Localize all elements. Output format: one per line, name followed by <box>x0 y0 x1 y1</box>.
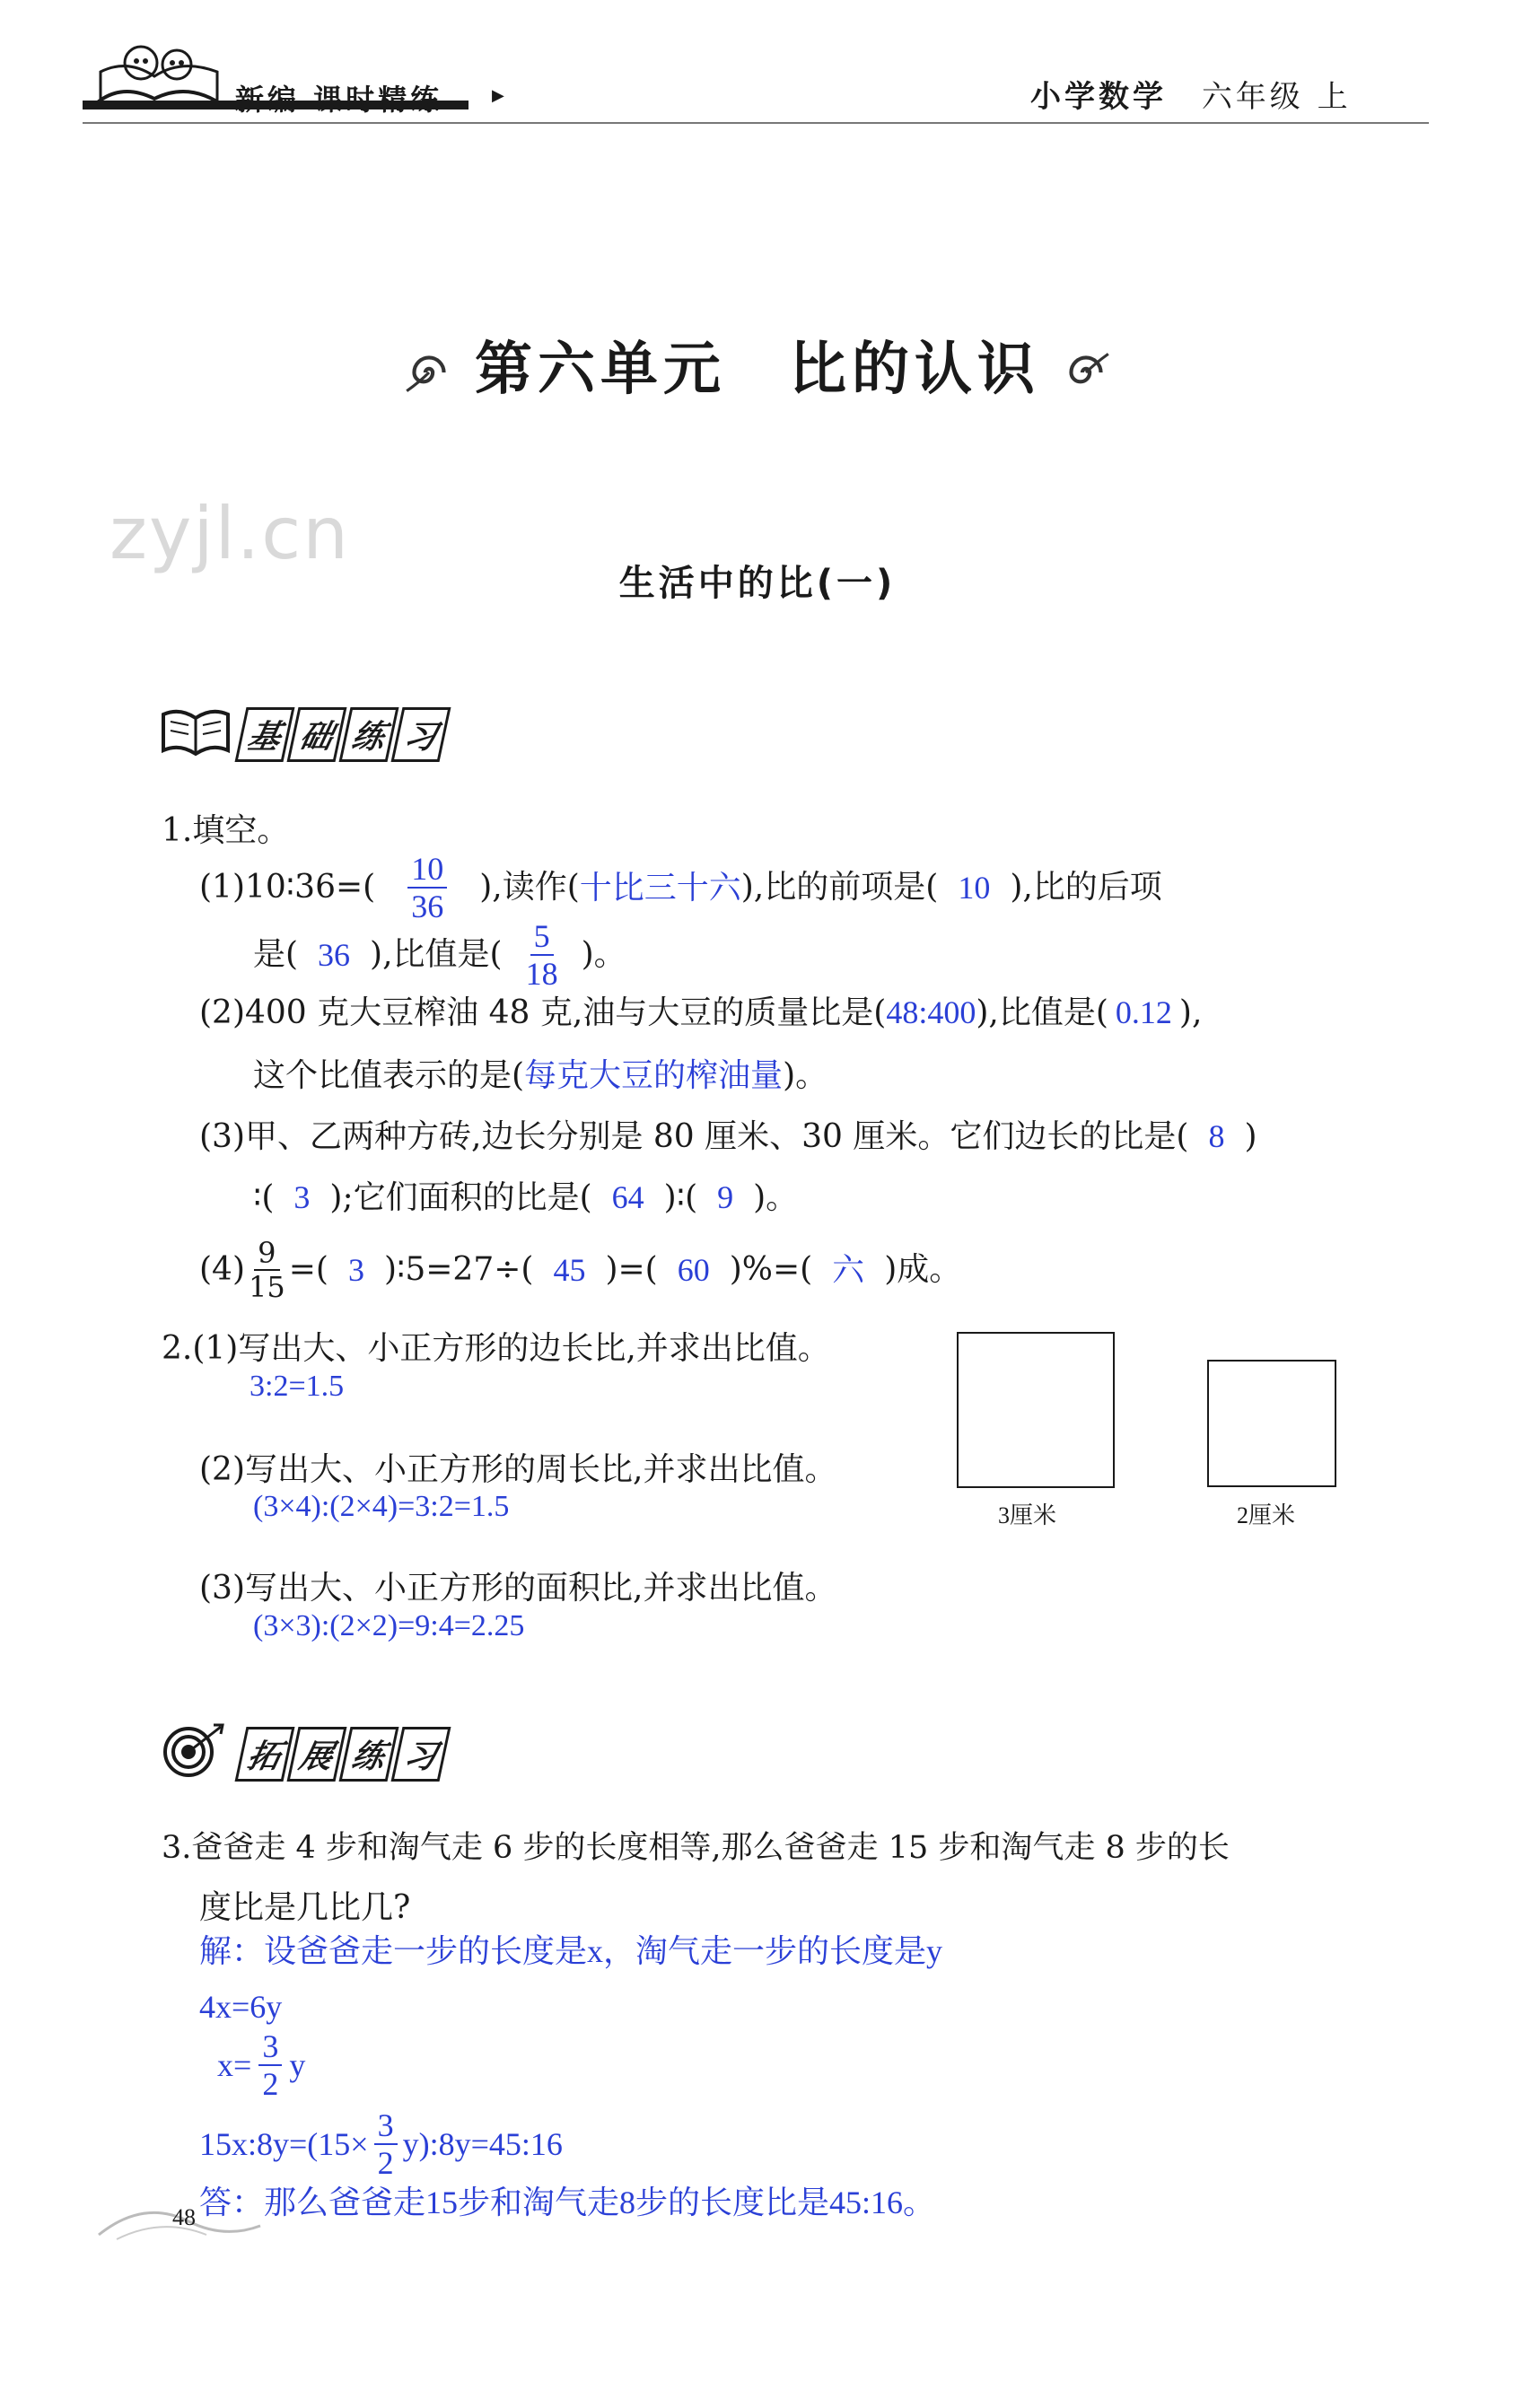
q1-p1-value-fraction: $\frac{5}{18}$ <box>525 918 558 992</box>
q1-p3-side-ratio-a: 8 <box>1208 1118 1225 1154</box>
page-number: 48 <box>172 2204 196 2230</box>
lesson-title: 生活中的比(一) <box>618 563 897 604</box>
q1-label: 1.填空。 <box>162 812 290 849</box>
q1-p2-ratio: 48:400 <box>886 994 976 1030</box>
q1-p3-area-ratio-a: 64 <box>611 1179 644 1215</box>
swirl-left-icon <box>401 345 457 400</box>
q1-part2-line1: (2)400 克大豆榨油 48 克,油与大豆的质量比是(48:400),比值是( 0.12 ), <box>199 994 1203 1031</box>
q1-p4-blank4: 六 <box>832 1252 865 1288</box>
q1-p4-blank3: 60 <box>677 1252 710 1288</box>
q3-answer: 答：那么爸爸走15步和淘气走8步的长度比是45:16。 <box>199 2185 936 2220</box>
section-basic-label: 基 础 练 习 <box>241 707 449 762</box>
q2-answer2: (3×4):(2×4)=3:2=1.5 <box>253 1490 510 1523</box>
q2-part1: 2.(1)写出大、小正方形的边长比,并求出比值。 <box>162 1330 830 1367</box>
q1-p1-back: 36 <box>318 937 351 973</box>
q1-part3-line1: (3)甲、乙两种方砖,边长分别是 80 厘米、30 厘米。它们边长的比是( 8 ) <box>199 1118 1257 1155</box>
unit-title <box>0 323 1515 406</box>
q3-solution-4: 15x:8y=(15× $\frac{3}{2}$ y):8y=45:16 <box>199 2107 563 2181</box>
unit-title-text: 第六单元 比的认识 <box>475 337 1040 403</box>
header-triangle-icon: ▶ <box>492 86 504 105</box>
q1-p4-blank1: 3 <box>347 1252 364 1288</box>
book-icon <box>160 705 232 763</box>
big-square <box>957 1332 1115 1488</box>
q2-answer1: 3:2=1.5 <box>250 1370 345 1403</box>
big-square-label: 3厘米 <box>998 1502 1057 1528</box>
watermark: zyjl.cn <box>109 492 350 575</box>
q3-solution-2: 4x=6y <box>199 1989 283 2025</box>
q3-solution-1: 解：设爸爸走一步的长度是x，淘气走一步的长度是y <box>199 1933 943 1969</box>
section-extend-label: 拓 展 练 习 <box>241 1727 449 1782</box>
small-square-label: 2厘米 <box>1237 1502 1296 1528</box>
swirl-right-icon <box>1058 345 1114 400</box>
header-rule <box>83 122 1429 124</box>
q1-part4: (4) $\frac{9}{15}$ =( 3 )∶5=27÷( 45 )=( 60 )%=( 六 )成。 <box>199 1236 962 1304</box>
header-subject-grade <box>1030 72 1352 116</box>
q1-part1-line2: 是( 36 ),比值是( $\frac{5}{18}$ )。 <box>253 918 626 992</box>
q1-part3-line2: ∶( 3 );它们面积的比是( 64 )∶( 9 )。 <box>253 1179 799 1216</box>
q1-p1-fraction: $\frac{10}{36}$ <box>407 853 447 923</box>
target-icon <box>162 1721 226 1782</box>
q2-part3: (3)写出大、小正方形的面积比,并求出比值。 <box>199 1570 837 1607</box>
q1-p3-side-ratio-b: 3 <box>293 1179 311 1215</box>
q1-part2-line2: 这个比值表示的是(每克大豆的榨油量)。 <box>253 1057 828 1094</box>
q1-p2-meaning: 每克大豆的榨油量 <box>524 1057 784 1093</box>
q2-answer3: (3×3):(2×2)=9:4=2.25 <box>253 1609 525 1642</box>
q1-part1-line1: (1)10∶36=( $\frac{10}{36}$ ),读作( 十比三十六 ),比的前项是( 10 ),比的后项 <box>199 851 1162 924</box>
q3-line1: 3.爸爸走 4 步和淘气走 6 步的长度相等,那么爸爸走 15 步和淘气走 8 步的长 <box>162 1830 1230 1866</box>
q1-p4-fraction: $\frac{9}{15}$ <box>249 1236 285 1304</box>
header-grade: 六年级 上 <box>1201 79 1352 115</box>
q2-part2: (2)写出大、小正方形的周长比,并求出比值。 <box>199 1451 837 1488</box>
q1-p3-area-ratio-b: 9 <box>717 1179 734 1215</box>
q3-solution-3: x= $\frac{3}{2}$ y <box>217 2028 306 2102</box>
q1-p1-front: 10 <box>958 870 991 906</box>
header-brand: 新编 课时精练 <box>235 83 443 117</box>
header-subject: 小学数学 <box>1030 79 1167 115</box>
q1-p2-value: 0.12 <box>1115 994 1172 1030</box>
q1-p4-blank2: 45 <box>553 1252 586 1288</box>
small-square <box>1207 1360 1336 1487</box>
q3-line2: 度比是几比几? <box>199 1889 411 1926</box>
q1-p1-read: 十比三十六 <box>579 870 741 906</box>
